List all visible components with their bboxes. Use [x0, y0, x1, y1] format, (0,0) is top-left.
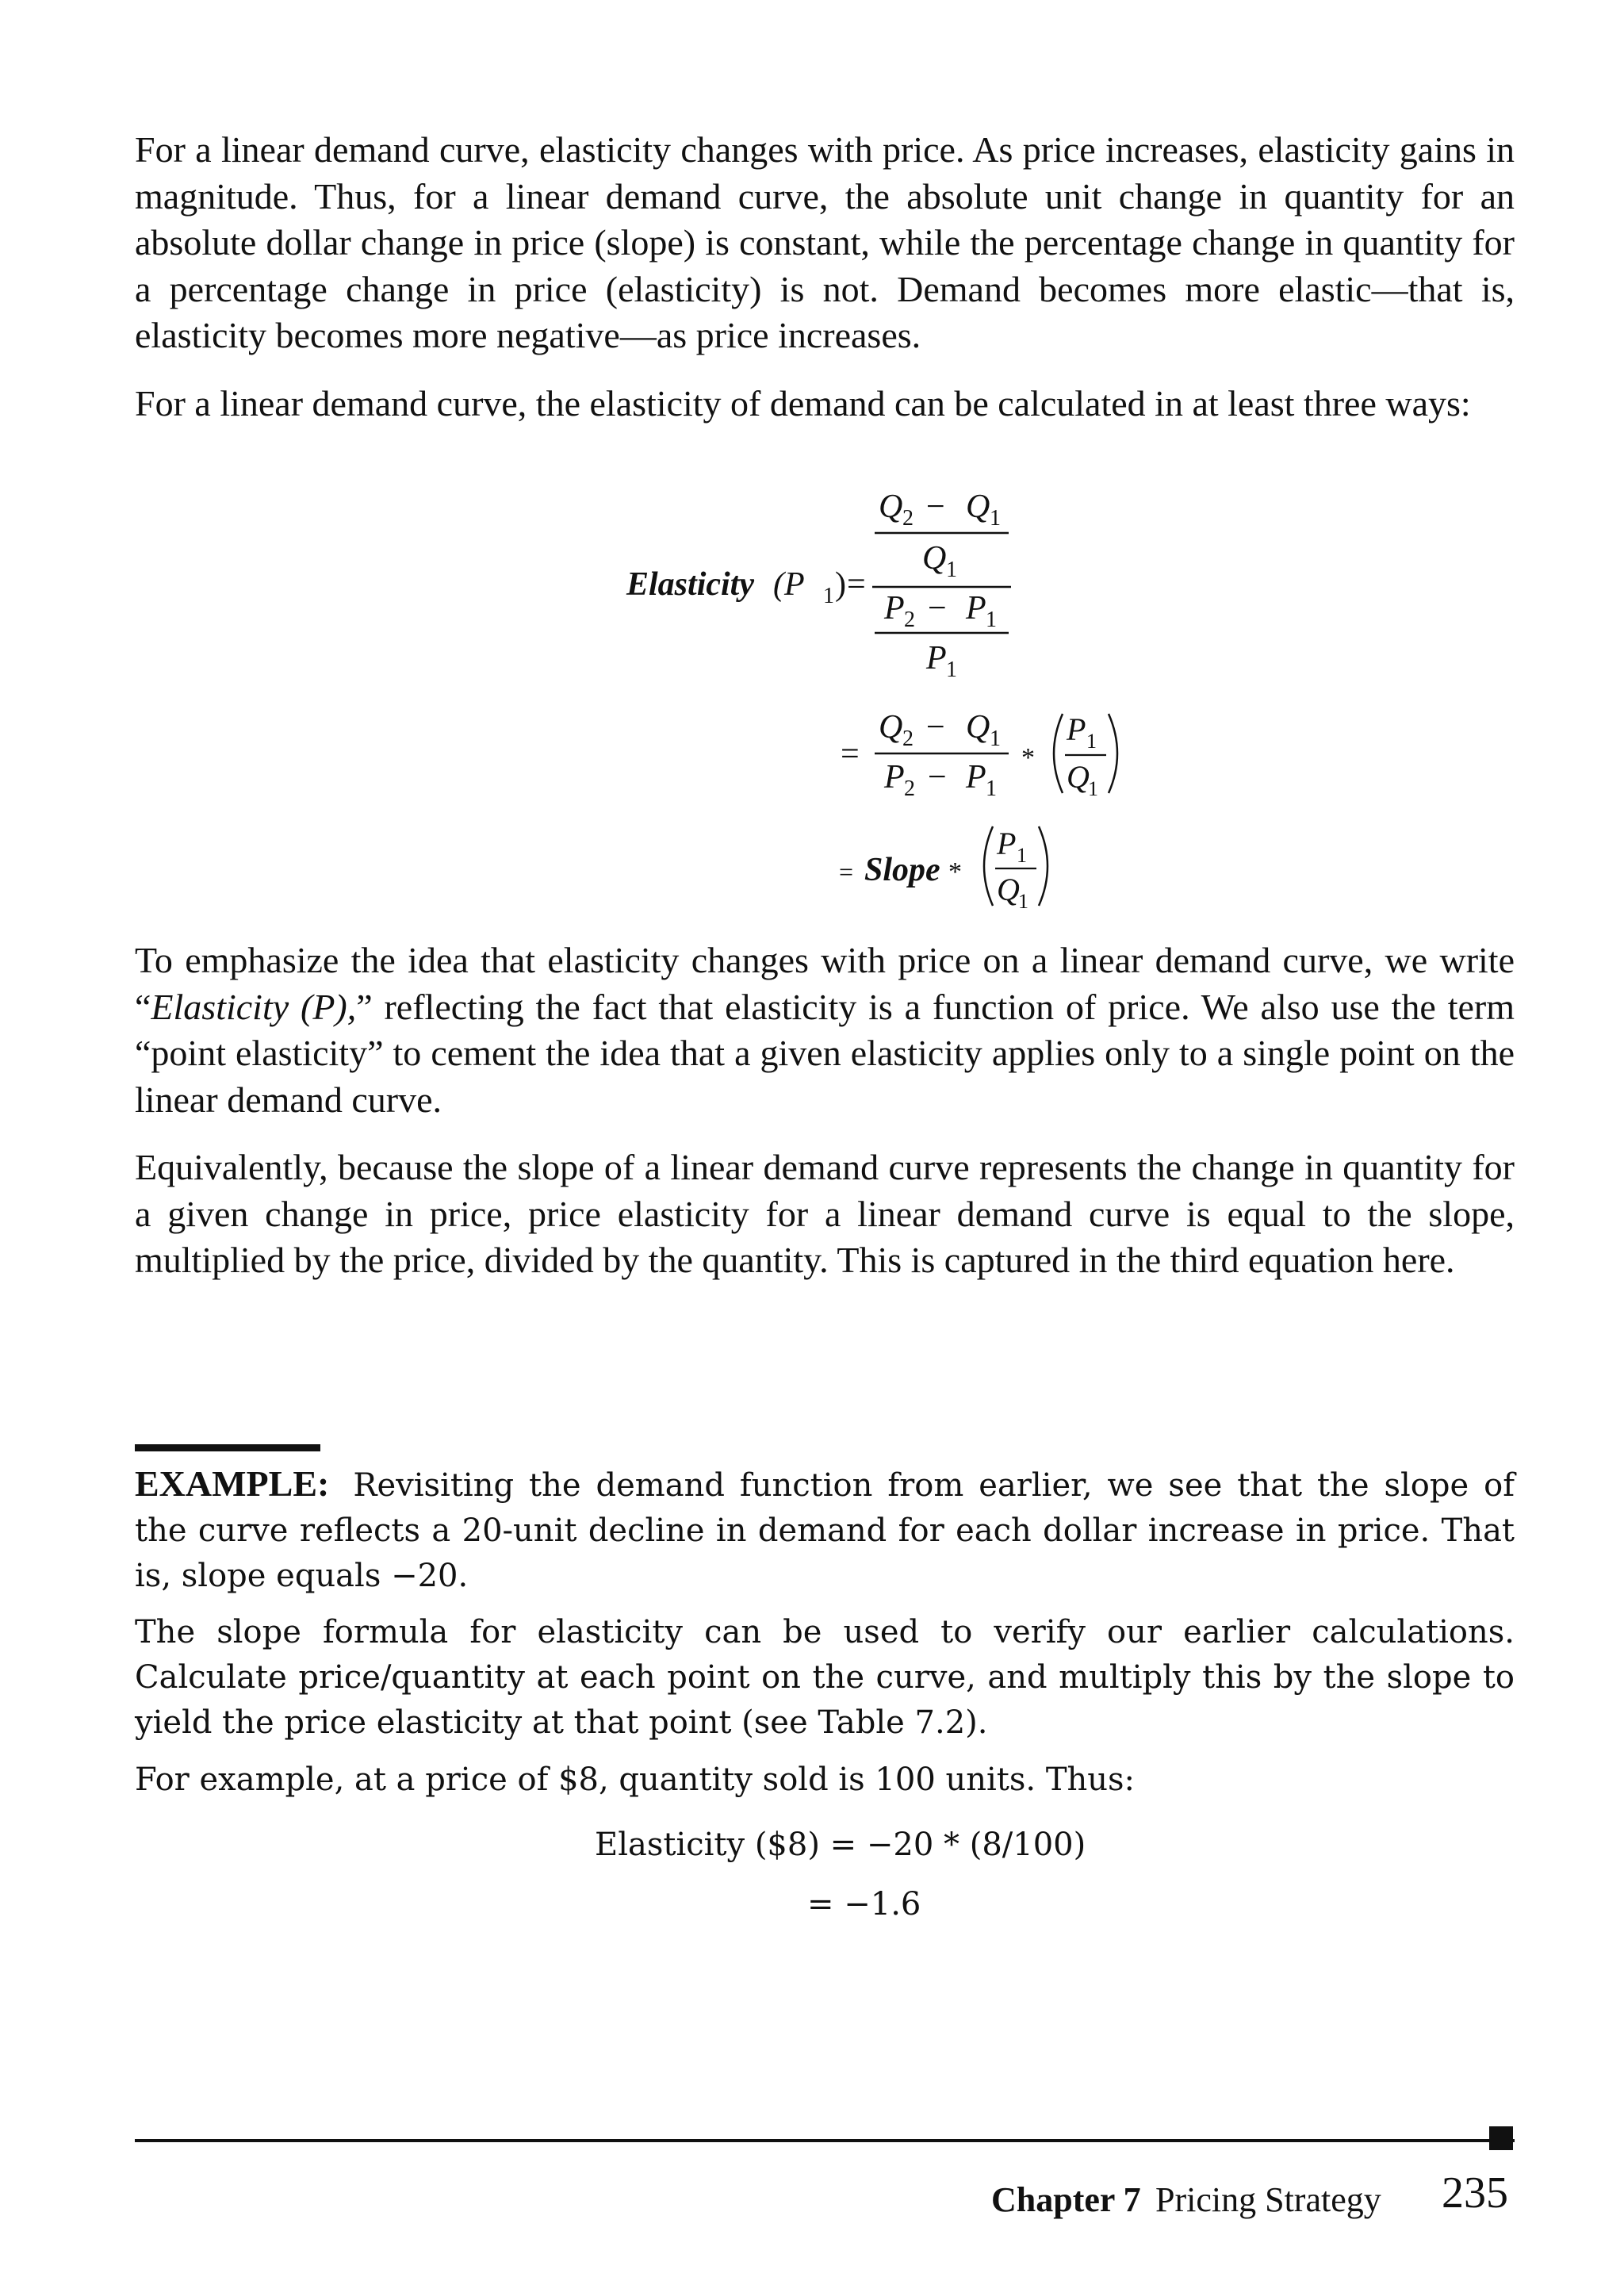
- svg-text:Q: Q: [1067, 759, 1090, 795]
- svg-text:1: 1: [986, 776, 997, 801]
- paragraph-three-ways: For a linear demand curve, the elasticity of demand can be calculated in at least three ways:: [135, 383, 1471, 424]
- example-rule: [135, 1444, 320, 1451]
- page-number: 235: [1442, 2168, 1508, 2218]
- svg-text:1: 1: [1088, 777, 1098, 800]
- paragraph-emphasize: To emphasize the idea that elasticity changes with price on a linear demand curve, we write “Elasticity (P),” reflecting the fact that elasticity is a function of price. We also use the term “point elasticity” to cement the idea that a given elasticity applies only to a single point on the linear demand curve.: [135, 940, 1515, 1120]
- svg-text:P: P: [966, 759, 986, 795]
- svg-text:Q: Q: [966, 709, 990, 746]
- svg-text:P: P: [884, 759, 905, 795]
- svg-text:1: 1: [1017, 844, 1027, 867]
- svg-text:=: =: [847, 566, 866, 603]
- equation-1: [626, 489, 1011, 682]
- svg-text:2: 2: [904, 608, 915, 632]
- example-paragraph-3: For example, at a price of $8, quantity sold is 100 units. Thus:: [135, 1762, 1136, 1798]
- example-equation-2: = −1.6: [807, 1886, 921, 1923]
- svg-text:P: P: [884, 590, 905, 627]
- elasticity-equations: [0, 0, 1624, 952]
- svg-text:P: P: [966, 590, 986, 627]
- svg-text:*: *: [1021, 743, 1035, 772]
- svg-text:−: −: [928, 759, 947, 795]
- footer-marker: [1489, 2126, 1513, 2150]
- svg-text:): ): [835, 566, 846, 603]
- svg-text:−: −: [926, 489, 945, 525]
- svg-text:P: P: [926, 640, 947, 677]
- svg-text:*: *: [948, 857, 962, 887]
- svg-text:2: 2: [902, 726, 914, 751]
- example-label: EXAMPLE:: [135, 1463, 330, 1504]
- footer-rule: [135, 2139, 1515, 2142]
- svg-text:1: 1: [990, 726, 1001, 751]
- equation-3: [839, 826, 1048, 913]
- svg-text:P: P: [1067, 711, 1086, 747]
- slope-label: Slope: [864, 852, 940, 888]
- equation-2: [841, 709, 1117, 801]
- footer-title: Pricing Strategy: [1155, 2180, 1381, 2219]
- example-paragraph-1: EXAMPLE: Revisiting the demand function from earlier, we see that the slope of the curve reflects a 20-unit decline in demand for each dollar increase in price. That is, slope equals −20.: [135, 1463, 1515, 1594]
- svg-text:1: 1: [986, 608, 997, 632]
- svg-text:Q: Q: [922, 540, 947, 577]
- svg-text:2: 2: [902, 506, 914, 531]
- svg-text:Q: Q: [879, 709, 903, 746]
- svg-text:1: 1: [990, 506, 1001, 531]
- svg-text:=: =: [841, 736, 860, 772]
- svg-text:1: 1: [1086, 730, 1097, 753]
- svg-text:1: 1: [823, 584, 834, 608]
- svg-text:−: −: [928, 590, 947, 627]
- svg-text:2: 2: [904, 776, 915, 801]
- svg-text:1: 1: [946, 558, 957, 582]
- example-paragraph-2: The slope formula for elasticity can be used to verify our earlier calculations. Calculate price/quantity at each point on the curve, and multiply this by the slope to yield the price elasticity at that point (see Table 7.2).: [135, 1614, 1515, 1741]
- svg-text:1: 1: [1018, 890, 1028, 913]
- lhs-elasticity: Elasticity: [626, 566, 754, 603]
- paragraph-linear-demand: For a linear demand curve, elasticity changes with price. As price increases, elasticity gains in magnitude. Thus, for a linear demand curve, the absolute unit change in quantity for an absolute dollar change in price (slope) is constant, while the percentage change in quantity for a percentage change in price (elasticity) is not. Demand becomes more elastic—that is, elasticity becomes more negative—as price increases.: [135, 129, 1515, 355]
- svg-text:Q: Q: [997, 872, 1020, 907]
- svg-text:=: =: [839, 857, 854, 886]
- svg-text:1: 1: [946, 657, 957, 682]
- footer-chapter: Chapter 7: [991, 2180, 1141, 2219]
- svg-text:Q: Q: [966, 489, 990, 525]
- example-equation-1: Elasticity ($8) = −20 * (8/100): [595, 1827, 1086, 1863]
- svg-text:P: P: [997, 826, 1017, 861]
- lhs-arg: (P: [773, 566, 805, 603]
- svg-text:−: −: [926, 709, 945, 746]
- svg-text:Q: Q: [879, 489, 903, 525]
- paragraph-equivalently: Equivalently, because the slope of a linear demand curve represents the change in quantity for a given change in price, price elasticity for a linear demand curve is equal to the slope, multiplied by the price, divided by the quantity. This is captured in the third equation here.: [135, 1147, 1515, 1280]
